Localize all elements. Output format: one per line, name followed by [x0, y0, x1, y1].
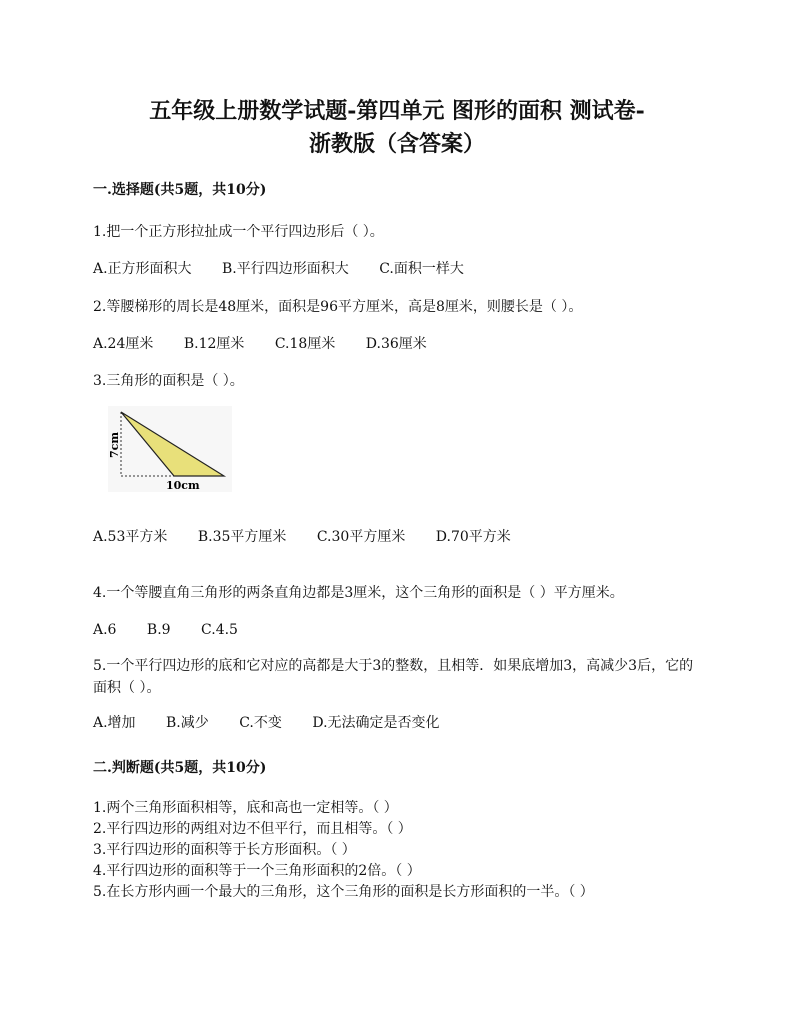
question-2-options [93, 334, 427, 354]
option-c: C.30平方厘米 [316, 529, 406, 545]
question-4-text: 4.一个等腰直角三角形的两条直角边都是3厘米，这个三角形的面积是（ ）平方厘米。 [93, 585, 624, 601]
question-1-text: 1.把一个正方形拉扯成一个平行四边形后（ ）。 [93, 224, 384, 240]
page-title-line1: 五年级上册数学试题-第四单元 图形的面积 测试卷- [149, 98, 645, 124]
question-4-options [93, 620, 238, 640]
option-c: C.不变 [239, 715, 282, 731]
option-b: B.平行四边形面积大 [222, 261, 349, 277]
option-d: D.无法确定是否变化 [312, 715, 440, 731]
question-3-options [93, 527, 511, 547]
page-title-line2: 浙教版（含答案） [308, 131, 485, 157]
option-d: D.70平方米 [435, 529, 511, 545]
option-a: A.正方形面积大 [93, 261, 192, 277]
height-label: 7cm [108, 432, 121, 458]
judgement-item-3: 3.平行四边形的面积等于长方形面积。（ ） [93, 842, 356, 858]
option-b: B.9 [146, 622, 171, 638]
judgement-item-2: 2.平行四边形的两组对边不但平行，而且相等。（ ） [93, 821, 412, 837]
option-c: C.4.5 [201, 622, 238, 638]
question-5-options [93, 713, 440, 733]
question-2-text: 2.等腰梯形的周长是48厘米，面积是96平方厘米，高是8厘米，则腰长是（ ）。 [93, 299, 583, 315]
section-heading-judgement: 二.判断题(共5题，共10分) [93, 760, 267, 776]
question-3-text: 3.三角形的面积是（ ）。 [93, 373, 244, 389]
option-b: B.35平方厘米 [197, 529, 287, 545]
option-b: B.12厘米 [183, 336, 245, 352]
option-c: C.18厘米 [274, 336, 336, 352]
question-1-options [93, 259, 464, 279]
judgement-list [93, 798, 594, 903]
option-b: B.减少 [166, 715, 209, 731]
judgement-item-1: 1.两个三角形面积相等，底和高也一定相等。（ ） [93, 800, 398, 816]
question-5-text: 5.一个平行四边形的底和它对应的高都是大于3的整数，且相等．如果底增加3，高减少3后，它的面积（ ）。 [93, 658, 694, 696]
option-a: A.6 [93, 622, 117, 638]
option-a: A.增加 [93, 715, 136, 731]
option-d: D.36厘米 [365, 336, 427, 352]
option-c: C.面积一样大 [379, 261, 464, 277]
triangle-figure [108, 406, 232, 496]
base-label: 10cm [166, 479, 200, 492]
judgement-item-4: 4.平行四边形的面积等于一个三角形面积的2倍。（ ） [93, 863, 421, 879]
option-a: A.24厘米 [93, 336, 154, 352]
triangle-diagram [108, 406, 232, 492]
section-heading-choice: 一.选择题(共5题，共10分) [93, 182, 267, 198]
option-a: A.53平方米 [93, 529, 168, 545]
judgement-item-5: 5.在长方形内画一个最大的三角形，这个三角形的面积是长方形面积的一半。（ ） [93, 884, 594, 900]
